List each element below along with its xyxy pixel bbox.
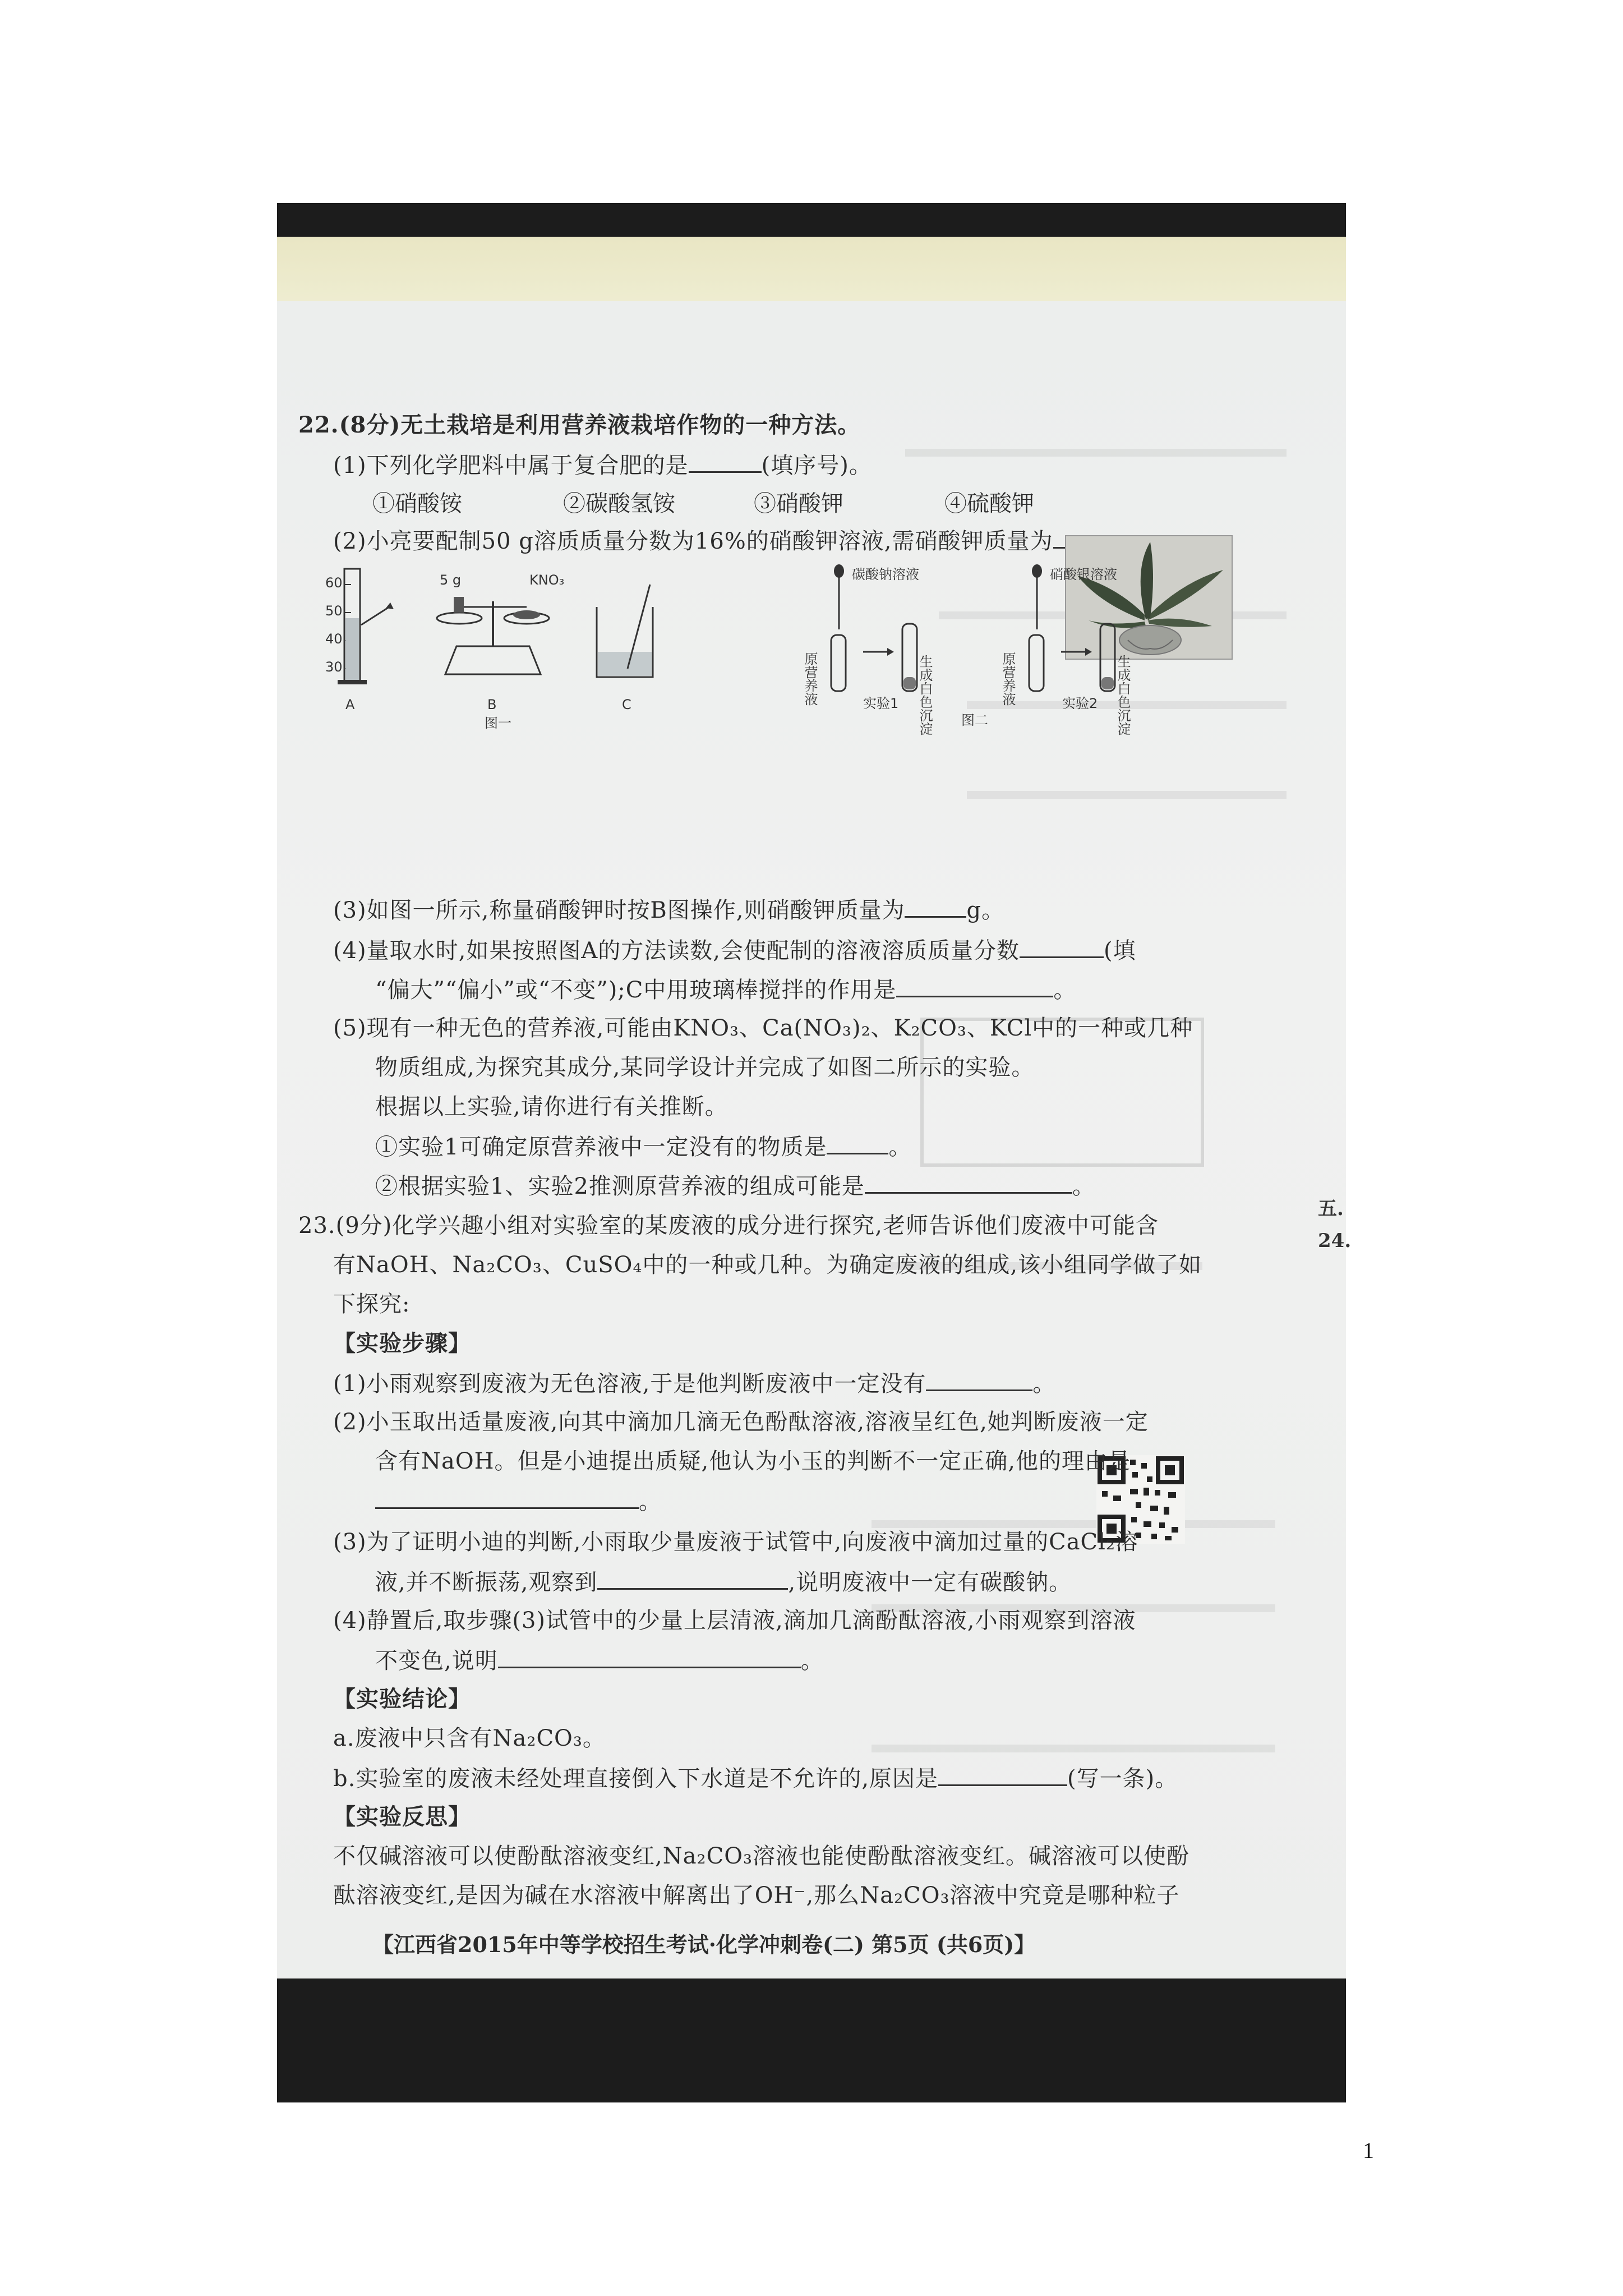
q22-part2-text: (2)小亮要配制50 g溶质质量分数为16%的硝酸钾溶液,需硝酸钾质量为 <box>333 528 1053 554</box>
q22-part5d-end: 。 <box>888 1134 912 1160</box>
result-label: 生成白色沉淀 <box>917 655 933 735</box>
result-label: 生成白色沉淀 <box>1115 655 1131 735</box>
experiment-2-label: 实验2 <box>1062 696 1098 711</box>
experiment-1-label: 实验1 <box>863 696 899 711</box>
figure-label-c: C <box>622 697 631 712</box>
sample-label: 原营养液 <box>802 652 818 706</box>
balance <box>437 572 564 712</box>
reflection-line2: 酞溶液变红,是因为碱在水溶液中解离出了OH⁻,那么Na₂CO₃溶液中究竟是哪种粒子 <box>333 1883 1180 1908</box>
conclusion-b <box>333 1763 1178 1793</box>
q23-step4b <box>375 1645 824 1676</box>
conclusion-b-text: b.实验室的废液未经处理直接倒入下水道是不允许的,原因是 <box>333 1766 939 1792</box>
q22-part4a-text: (4)量取水时,如果按照图A的方法读数,会使配制的溶液溶质质量分数 <box>333 938 1020 964</box>
steps-heading: 【实验步骤】 <box>333 1330 471 1356</box>
side-mark: 五. <box>1318 1198 1344 1220</box>
answer-blank[interactable] <box>905 895 966 918</box>
figure1-caption: 图一 <box>485 715 511 731</box>
q22-part5d <box>375 1131 911 1162</box>
graduated-cylinder <box>325 569 394 712</box>
q22-part3-unit: g。 <box>966 898 1005 923</box>
q22-part5c: 根据以上实验,请你进行有关推断。 <box>375 1094 728 1120</box>
reagent-1: 碳酸钠溶液 <box>852 567 919 582</box>
reflection-line1: 不仅碱溶液可以使酚酞溶液变红,Na₂CO₃溶液也能使酚酞溶液变红。碱溶液可以使酚 <box>333 1843 1190 1869</box>
answer-blank[interactable] <box>375 1486 639 1509</box>
q23-line3: 下探究: <box>333 1291 411 1317</box>
answer-blank[interactable] <box>1020 935 1104 958</box>
q22-part5d-text: ①实验1可确定原营养液中一定没有的物质是 <box>375 1134 827 1160</box>
exam-photo <box>277 203 1352 2102</box>
answer-blank[interactable] <box>865 1171 1072 1194</box>
q23-step3b-text: 液,并不断振荡,观察到 <box>375 1570 598 1595</box>
q22-part2 <box>333 526 1152 556</box>
cylinder-tick: 60 <box>325 575 343 591</box>
q23-step2c <box>375 1486 662 1516</box>
weight-label: 5 g <box>440 572 462 588</box>
q22-part4a-end: (填 <box>1103 938 1136 964</box>
q22-part5e-text: ②根据实验1、实验2推测原营养液的组成可能是 <box>375 1174 865 1199</box>
salt-label: KNO₃ <box>529 572 565 588</box>
q23-line1: 23.(9分)化学兴趣小组对实验室的某废液的成分进行探究,老师告诉他们废液中可能含 <box>298 1213 1159 1239</box>
answer-blank[interactable] <box>498 1645 801 1668</box>
page-number: 1 <box>1363 2138 1374 2163</box>
answer-blank[interactable] <box>689 450 762 473</box>
cylinder-tick: 50 <box>325 603 343 619</box>
q22-part5a: (5)现有一种无色的营养液,可能由KNO₃、Ca(NO₃)₂、K₂CO₃、KCl中的一种或几种 <box>333 1015 1193 1041</box>
beaker-with-rod <box>597 585 653 712</box>
q23-step2a: (2)小玉取出适量废液,向其中滴加几滴无色酚酞溶液,溶液呈红色,她判断废液一定 <box>333 1409 1149 1435</box>
answer-blank[interactable] <box>827 1131 888 1154</box>
reagent-2: 硝酸银溶液 <box>1050 567 1117 582</box>
exam-paper <box>277 301 1352 1978</box>
q23-step4b-end: 。 <box>800 1648 824 1674</box>
answer-blank[interactable] <box>597 1567 788 1590</box>
q23-step4b-text: 不变色,说明 <box>375 1648 498 1674</box>
q23-step1-text: (1)小雨观察到废液为无色溶液,于是他判断废液中一定没有 <box>333 1371 926 1397</box>
q22-part5b: 物质组成,为探究其成分,某同学设计并完成了如图二所示的实验。 <box>375 1055 1035 1080</box>
answer-blank[interactable] <box>938 1763 1067 1786</box>
answer-blank[interactable] <box>926 1368 1032 1391</box>
paper-footer: 【江西省2015年中等学校招生考试·化学冲刺卷(二) 第5页 (共6页)】 <box>372 1932 1036 1957</box>
experiment-figures <box>316 562 1230 735</box>
figure-label-b: B <box>487 697 497 712</box>
option-2: ②碳酸氢铵 <box>563 491 675 517</box>
figure2-caption: 图二 <box>961 712 988 728</box>
option-4: ④硫酸钾 <box>944 491 1034 517</box>
q23-step1 <box>333 1368 1055 1398</box>
conclusion-b-end: (写一条)。 <box>1067 1766 1178 1792</box>
q23-step2c-end: 。 <box>639 1489 662 1515</box>
q23-step3b-end: ,说明废液中一定有碳酸钠。 <box>788 1570 1072 1595</box>
q22-part4b <box>375 974 1076 1005</box>
answer-blank[interactable] <box>896 974 1053 997</box>
q22-options <box>372 489 1135 518</box>
q22-part5e <box>375 1171 1095 1201</box>
exam-content <box>277 301 1352 1978</box>
q22-part5e-end: 。 <box>1072 1174 1095 1199</box>
sample-label: 原营养液 <box>1000 652 1016 706</box>
reflection-heading: 【实验反思】 <box>333 1803 471 1830</box>
q23-step1-end: 。 <box>1032 1371 1056 1397</box>
cylinder-tick: 30 <box>325 659 343 675</box>
cylinder-tick: 40 <box>325 631 343 647</box>
q23-step4a: (4)静置后,取步骤(3)试管中的少量上层清液,滴加几滴酚酞溶液,小雨观察到溶液 <box>333 1608 1136 1634</box>
q22-part3 <box>333 895 1004 925</box>
option-3: ③硝酸钾 <box>754 491 843 517</box>
option-1: ①硝酸铵 <box>372 491 462 517</box>
q22-part1 <box>333 450 872 480</box>
q22-part3-text: (3)如图一所示,称量硝酸钾时按B图操作,则硝酸钾质量为 <box>333 898 905 923</box>
conclusion-heading: 【实验结论】 <box>333 1686 471 1712</box>
q23-step3b <box>375 1567 1072 1597</box>
q23-step2b: 含有NaOH。但是小迪提出质疑,他认为小玉的判断不一定正确,他的理由是 <box>375 1448 1131 1474</box>
side-mark: 24. <box>1318 1230 1352 1252</box>
experiment-2 <box>1000 564 1131 735</box>
conclusion-a: a.废液中只含有Na₂CO₃。 <box>333 1726 606 1751</box>
q22-part4b-text: “偏大”“偏小”或“不变”);C中用玻璃棒搅拌的作用是 <box>375 977 897 1003</box>
experiment-1 <box>802 564 933 735</box>
figure-label-a: A <box>345 697 355 712</box>
q22-part4b-end: 。 <box>1053 977 1077 1003</box>
q22-title: 22.(8分)无土栽培是利用营养液栽培作物的一种方法。 <box>298 412 861 438</box>
q23-step3a: (3)为了证明小迪的判断,小雨取少量废液于试管中,向废液中滴加过量的CaCl₂溶 <box>333 1529 1138 1555</box>
q23-line2: 有NaOH、Na₂CO₃、CuSO₄中的一种或几种。为确定废液的组成,该小组同学做了如 <box>333 1252 1202 1278</box>
q22-part4a <box>333 935 1136 965</box>
q22-part1-text: (1)下列化学肥料中属于复合肥的是 <box>333 453 689 478</box>
q22-part1-end: (填序号)。 <box>761 453 872 478</box>
